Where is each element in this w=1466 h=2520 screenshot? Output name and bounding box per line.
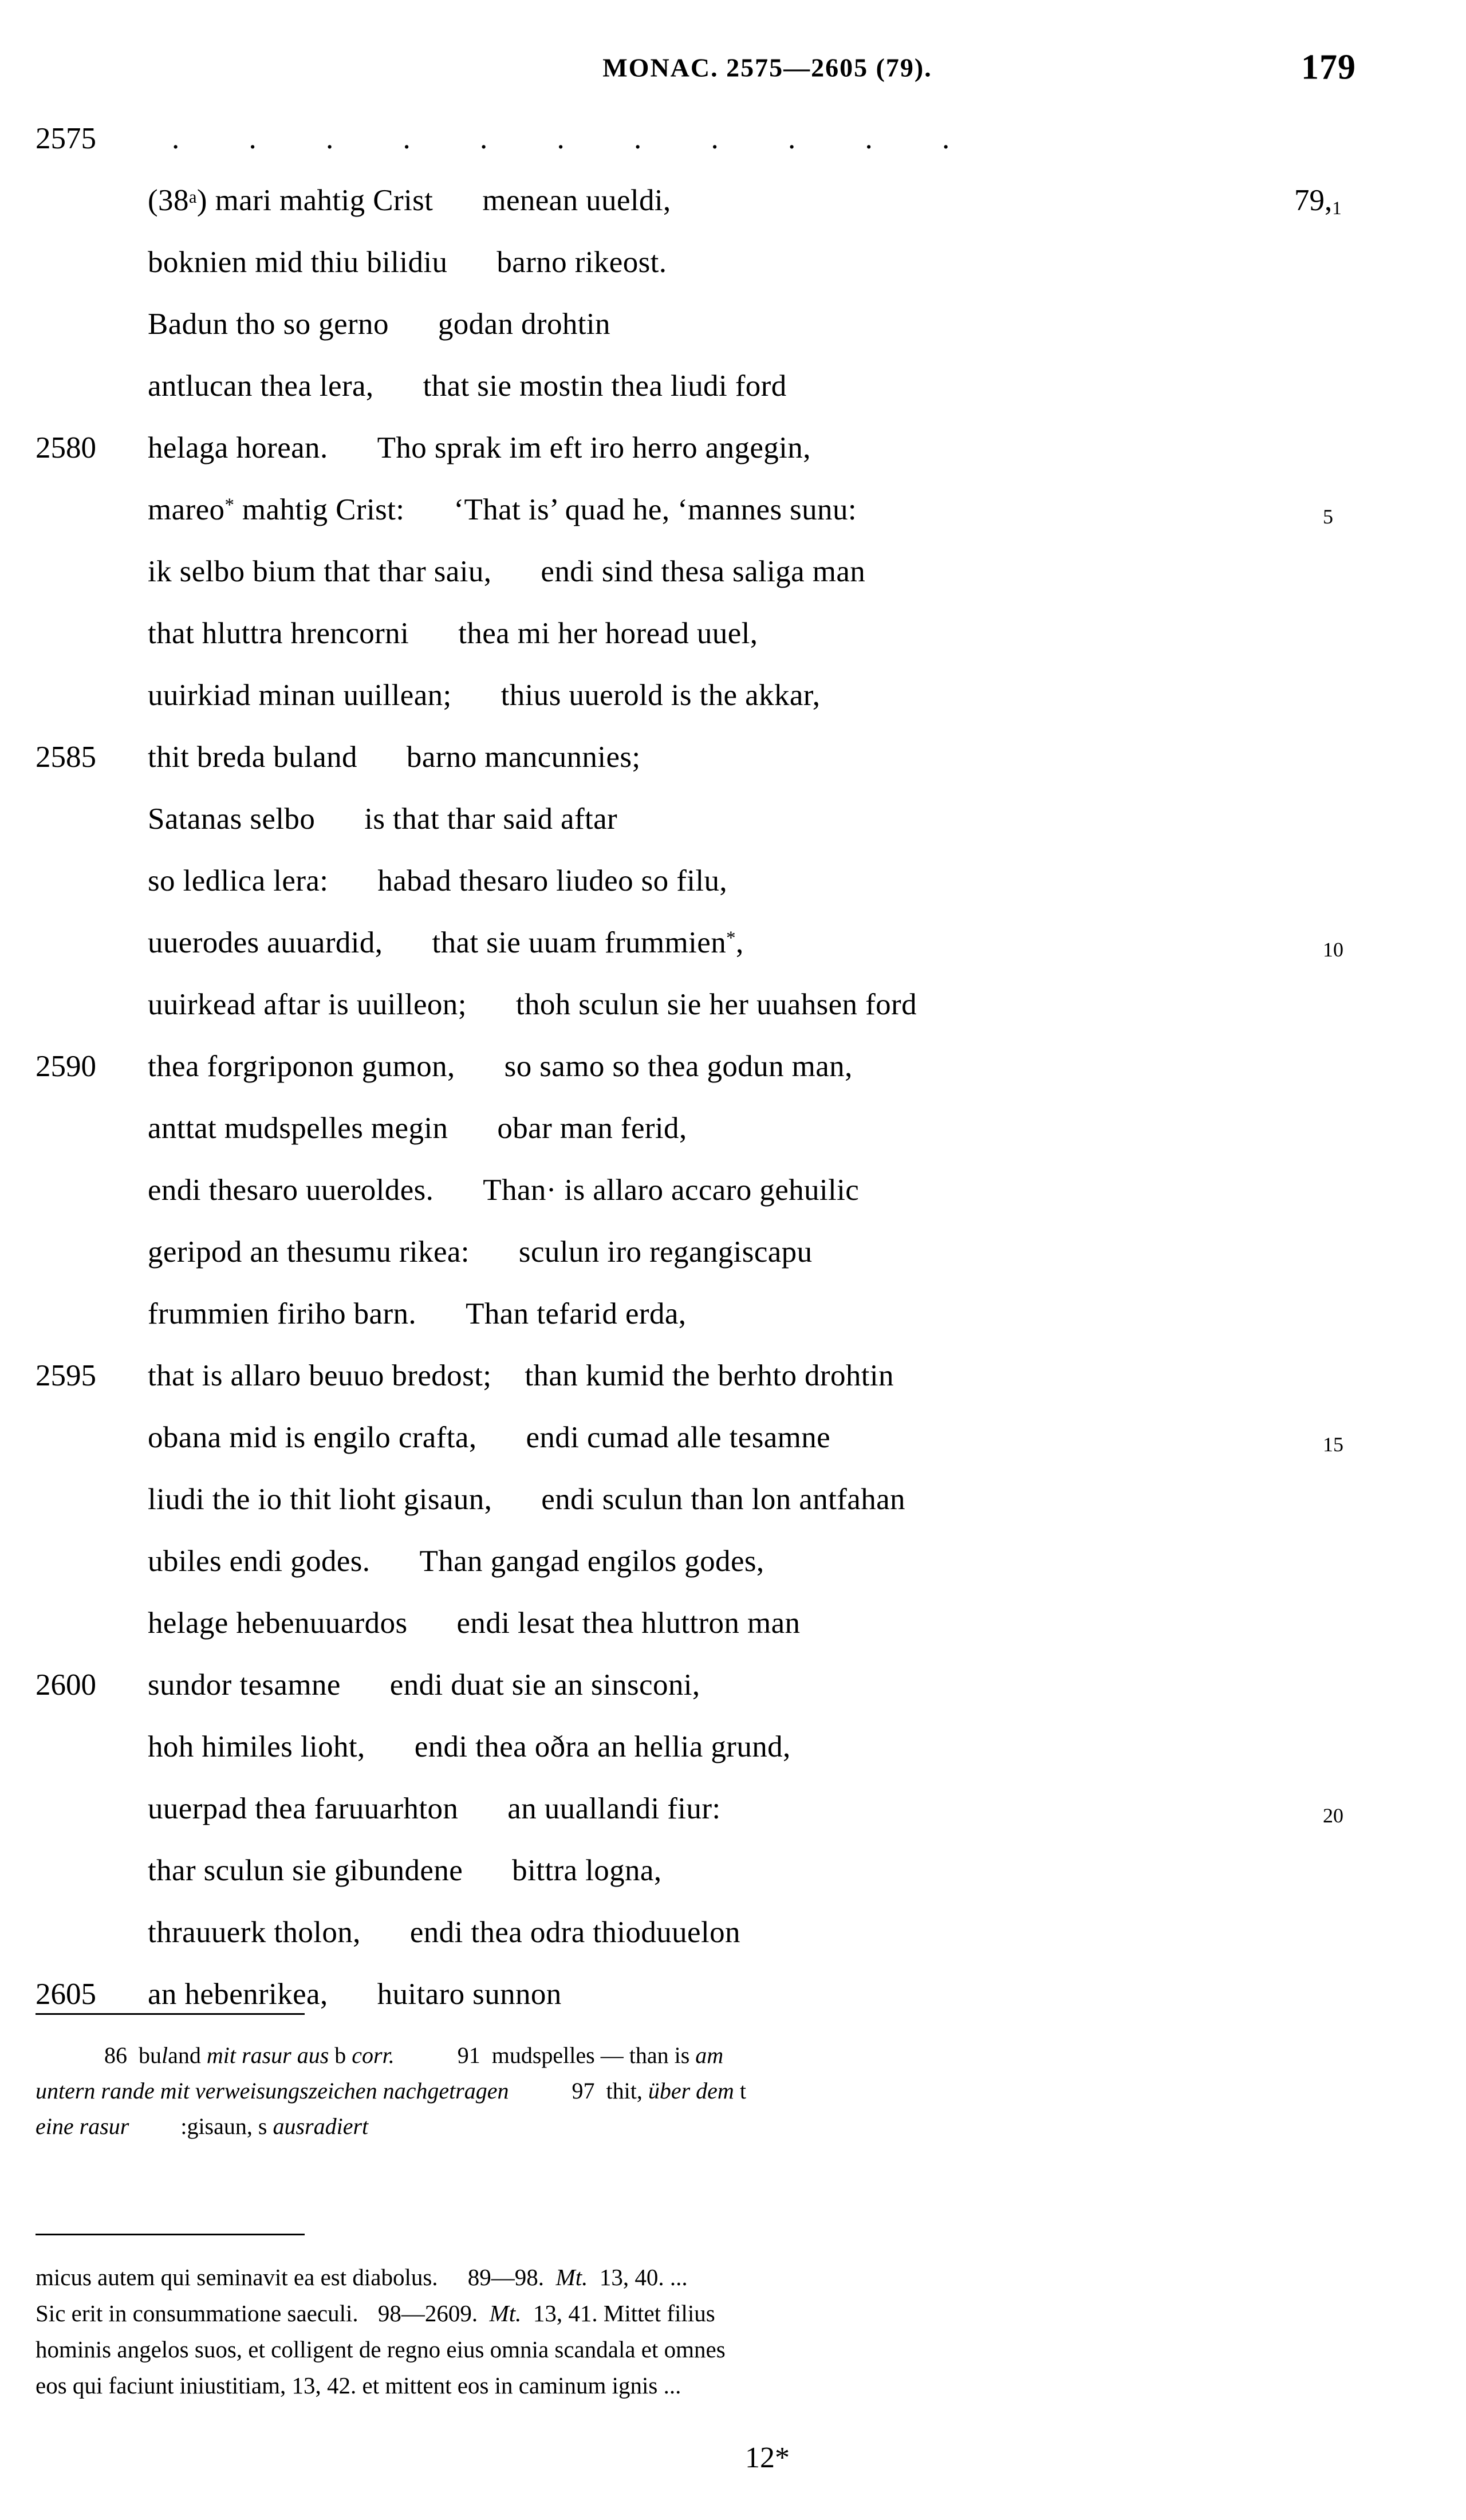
verse-text: (38$^a$) mari mahtig Crist menean uueldi, bbox=[148, 184, 671, 217]
verse-number: 2605 bbox=[36, 1978, 96, 2011]
verse-line bbox=[0, 1345, 1466, 1407]
source-verse-ref: 98—2609. bbox=[377, 2300, 478, 2326]
apparatus-text: mudspelles — than is bbox=[491, 2042, 696, 2068]
verse-line bbox=[0, 664, 1466, 726]
apparatus-line-1 bbox=[36, 2038, 1403, 2073]
verse-text: uuerpad thea faruuarhton an uuallandi fiur: bbox=[148, 1792, 721, 1825]
verse-line bbox=[0, 1592, 1466, 1654]
folio-margin-number: 79,1 bbox=[1294, 184, 1342, 219]
verse-text: that hluttra hrencorni thea mi her horead uuel, bbox=[148, 617, 758, 650]
apparatus-italic: l bbox=[161, 2042, 168, 2068]
apparatus-text: t bbox=[734, 2078, 746, 2104]
verse-text: helaga horean. Tho sprak im eft iro herro angegin, bbox=[148, 431, 811, 464]
verse-text: uuirkiad minan uuillean; thius uuerold is the akkar, bbox=[148, 679, 821, 712]
verse-line bbox=[0, 1654, 1466, 1716]
verse-text: Satanas selbo is that thar said aftar bbox=[148, 802, 618, 836]
source-text: 13, 41. Mittet filius bbox=[533, 2300, 715, 2326]
verse-line bbox=[0, 1407, 1466, 1468]
verse-number: 2595 bbox=[36, 1359, 96, 1392]
verse-block bbox=[0, 108, 1466, 2025]
verse-line bbox=[0, 355, 1466, 417]
verse-number: 2590 bbox=[36, 1050, 96, 1083]
source-verse-ref: 89—98. bbox=[467, 2264, 545, 2290]
verse-line bbox=[0, 603, 1466, 664]
line-margin-number: 10 bbox=[1323, 938, 1343, 961]
verse-line bbox=[0, 974, 1466, 1035]
verse-line bbox=[0, 541, 1466, 603]
verse-line bbox=[0, 1530, 1466, 1592]
verse-line bbox=[0, 850, 1466, 912]
verse-line bbox=[0, 1778, 1466, 1840]
verse-text: ik selbo bium that thar saiu, endi sind thesa saliga man bbox=[148, 555, 866, 588]
verse-text: thrauuerk tholon, endi thea odra thioduuelon bbox=[148, 1916, 740, 1949]
verse-text: liudi the io thit lioht gisaun, endi sculun than lon antfahan bbox=[148, 1483, 905, 1516]
verse-text: hoh himiles lioht, endi thea oðra an hellia grund, bbox=[148, 1730, 791, 1763]
apparatus-lemma-number-91: 91 bbox=[457, 2042, 480, 2068]
latin-source-note bbox=[36, 2259, 1403, 2404]
source-divider-rule bbox=[36, 2234, 305, 2235]
source-note-line-2 bbox=[36, 2295, 1403, 2332]
apparatus-line-2 bbox=[36, 2073, 1403, 2109]
verse-line bbox=[0, 1963, 1466, 2025]
verse-number: 2580 bbox=[36, 431, 96, 464]
page-number: 179 bbox=[1301, 48, 1356, 87]
running-title: MONAC. 2575—2605 (79). bbox=[602, 53, 932, 82]
verse-line bbox=[0, 108, 1466, 170]
verse-line bbox=[0, 1901, 1466, 1963]
verse-line bbox=[0, 1097, 1466, 1159]
verse-text: sundor tesamne endi duat sie an sinsconi, bbox=[148, 1668, 700, 1702]
apparatus-lemma-number-97: 97 bbox=[572, 2078, 595, 2104]
apparatus-line-3 bbox=[36, 2109, 1403, 2144]
verse-text: uuerodes auuardid, that sie uuam frummien*, bbox=[148, 926, 744, 959]
verse-line bbox=[0, 293, 1466, 355]
verse-line bbox=[0, 1840, 1466, 1901]
verse-lacuna-dots: . . . . . . . . . . . bbox=[172, 122, 981, 155]
apparatus-italic: untern rande mit verweisungszeichen nachgetragen bbox=[36, 2078, 509, 2104]
verse-text: Badun tho so gerno godan drohtin bbox=[148, 308, 610, 341]
apparatus-divider-rule bbox=[36, 2013, 305, 2015]
apparatus-italic: am bbox=[695, 2042, 724, 2068]
verse-line bbox=[0, 231, 1466, 293]
apparatus-italic: eine rasur bbox=[36, 2113, 129, 2139]
source-note-line-3: hominis angelos suos, et colligent de regno eius omnia scandala et omnes bbox=[36, 2336, 726, 2362]
source-text: 13, 40. ... bbox=[599, 2264, 688, 2290]
verse-text: so ledlica lera: habad thesaro liudeo so filu, bbox=[148, 864, 728, 897]
apparatus-italic: über dem bbox=[648, 2078, 734, 2104]
verse-line bbox=[0, 1159, 1466, 1221]
verse-text: thar sculun sie gibundene bittra logna, bbox=[148, 1854, 662, 1887]
apparatus-text: :gisaun, s bbox=[180, 2113, 273, 2139]
verse-text: uuirkead aftar is uuilleon; thoh sculun sie her uuahsen ford bbox=[148, 988, 917, 1021]
apparatus-italic: mit rasur aus bbox=[206, 2042, 329, 2068]
verse-text: an hebenrikea, huitaro sunnon bbox=[148, 1978, 562, 2011]
source-italic: Mt. bbox=[555, 2264, 588, 2290]
apparatus-italic: ausradiert bbox=[273, 2113, 369, 2139]
source-text: Sic erit in consummatione saeculi. bbox=[36, 2300, 358, 2326]
verse-line bbox=[0, 1221, 1466, 1283]
source-note-line-4: eos qui faciunt iniustitiam, 13, 42. et mittent eos in caminum ignis ... bbox=[36, 2372, 681, 2399]
verse-text: boknien mid thiu bilidiu barno rikeost. bbox=[148, 246, 667, 279]
critical-apparatus bbox=[36, 2038, 1403, 2144]
apparatus-italic: corr. bbox=[352, 2042, 395, 2068]
running-head bbox=[0, 0, 1466, 86]
verse-line bbox=[0, 1283, 1466, 1345]
verse-line bbox=[0, 912, 1466, 974]
line-margin-number: 5 bbox=[1323, 505, 1333, 528]
line-margin-number: 20 bbox=[1323, 1804, 1343, 1827]
source-note-line-1 bbox=[36, 2259, 1403, 2295]
verse-text: geripod an thesumu rikea: sculun iro regangiscapu bbox=[148, 1235, 813, 1269]
apparatus-text: and bbox=[168, 2042, 207, 2068]
signature-mark: 12* bbox=[745, 2442, 790, 2474]
verse-line bbox=[0, 726, 1466, 788]
verse-number: 2585 bbox=[36, 741, 96, 774]
verse-line bbox=[0, 788, 1466, 850]
verse-text: thit breda buland barno mancunnies; bbox=[148, 741, 641, 774]
verse-number: 2575 bbox=[36, 122, 96, 155]
apparatus-text: bu bbox=[139, 2042, 161, 2068]
verse-line bbox=[0, 170, 1466, 231]
verse-text: antlucan thea lera, that sie mostin thea liudi ford bbox=[148, 369, 787, 403]
verse-line bbox=[0, 479, 1466, 541]
line-margin-number: 15 bbox=[1323, 1433, 1343, 1456]
verse-text: helage hebenuuardos endi lesat thea hluttron man bbox=[148, 1606, 801, 1640]
verse-text: mareo* mahtig Crist: ‘That is’ quad he, ‘mannes sunu: bbox=[148, 493, 857, 526]
source-italic: Mt. bbox=[489, 2300, 522, 2326]
apparatus-text: thit, bbox=[606, 2078, 648, 2104]
apparatus-text: b bbox=[329, 2042, 352, 2068]
verse-number: 2600 bbox=[36, 1668, 96, 1702]
verse-text: ubiles endi godes. Than gangad engilos godes, bbox=[148, 1545, 764, 1578]
verse-text: obana mid is engilo crafta, endi cumad alle tesamne bbox=[148, 1421, 831, 1454]
source-text: micus autem qui seminavit ea est diabolus. bbox=[36, 2264, 438, 2290]
verse-text: endi thesaro uueroldes. Than· is allaro accaro gehuilic bbox=[148, 1174, 860, 1207]
verse-line bbox=[0, 1468, 1466, 1530]
apparatus-lemma-number-86: 86 bbox=[104, 2042, 127, 2068]
verse-line bbox=[0, 1035, 1466, 1097]
verse-text: frummien firiho barn. Than tefarid erda, bbox=[148, 1297, 687, 1330]
verse-line bbox=[0, 1716, 1466, 1778]
verse-text: that is allaro beuuo bredost; than kumid the berhto drohtin bbox=[148, 1359, 894, 1392]
verse-line bbox=[0, 417, 1466, 479]
verse-text: anttat mudspelles megin obar man ferid, bbox=[148, 1112, 687, 1145]
verse-text: thea forgriponon gumon, so samo so thea godun man, bbox=[148, 1050, 853, 1083]
